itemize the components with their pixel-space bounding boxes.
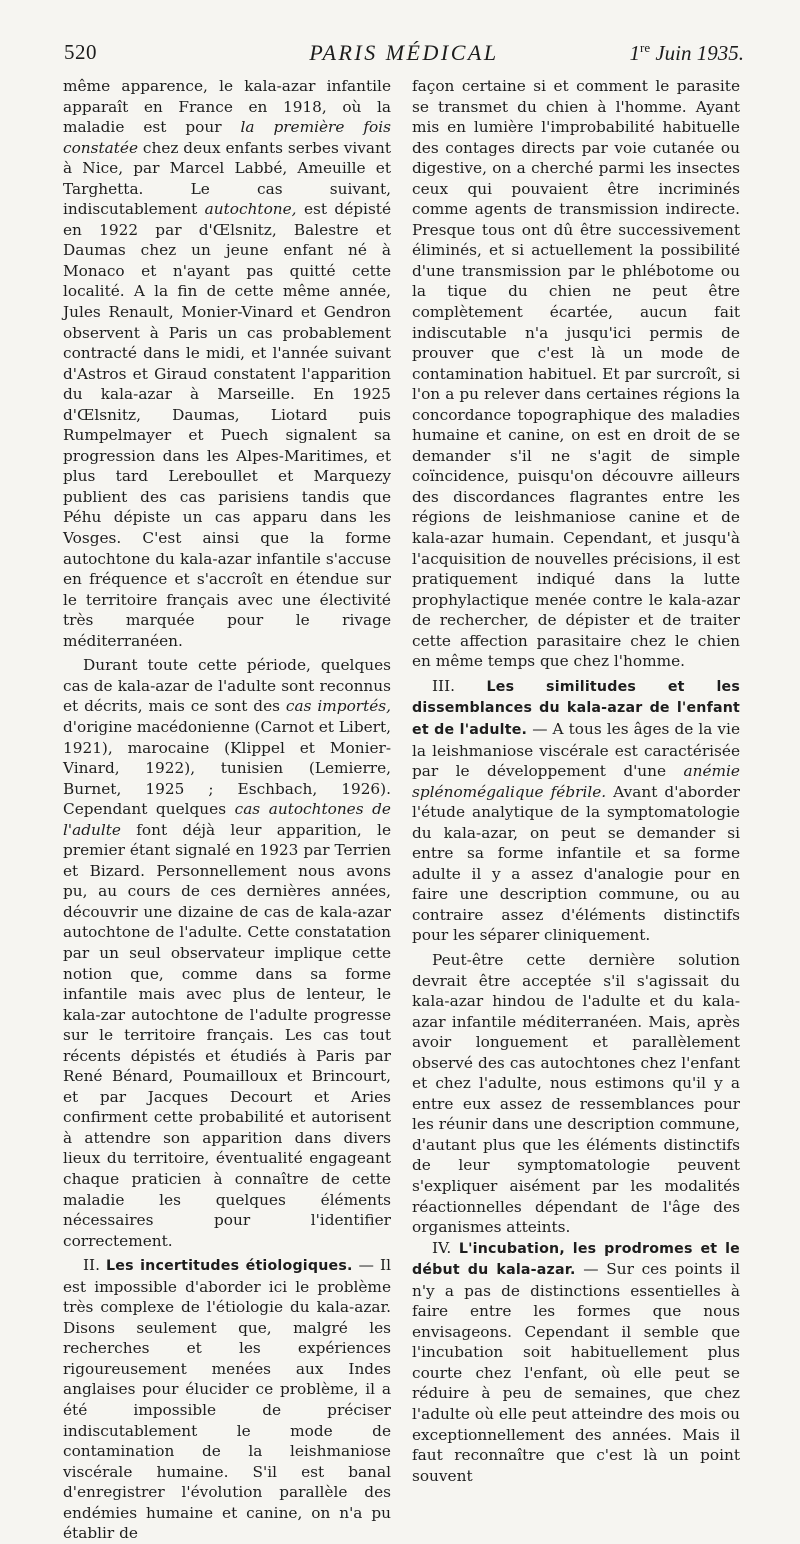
emphasis-text: autochtone, [204, 200, 297, 219]
issue-date-rest: Juin 1935. [650, 41, 744, 65]
issue-date-sup: re [639, 40, 651, 55]
paragraph-kala-azar-infantile-france [63, 76, 391, 651]
text-run: d'origine macédonienne (Carnot et Libert, 1921), marocaine (Klippel et Monier-Vinard, 1922), tunisien (Lemierre, Burnet, 1925 ; Eschbach, 1926). Cependant quelques [63, 717, 391, 819]
right-column [412, 76, 740, 1486]
issue-date-day: 1 [629, 41, 640, 65]
text-run: même apparence, le kala-azar infantile apparaît en France en 1918, où la maladie est pour [63, 77, 391, 137]
section-number: II. [83, 1256, 100, 1275]
section-number: III. [432, 676, 455, 695]
emphasis-text: anémie splénomégalique fébrile. [412, 762, 740, 801]
text-run: — Il est impossible d'aborder ici le problème très complexe de l'étiologie du kala-azar. Disons seulement que, malgré les recherches et les expériences rigoureusement menées aux Indes anglaises pour élucider ce problème, il a été impossible de préciser indiscutablement le mode de contamination de la leishmaniose viscérale humaine. S'il est banal d'enregistrer l'évolution parallèle des endémies humaine et canine, on n'a pu établir de [63, 1256, 391, 1543]
journal-title: PARIS MÉDICAL [309, 40, 499, 65]
paragraph-kala-azar-adulte [63, 655, 391, 1251]
page-number: 520 [64, 40, 97, 64]
section-iv-paragraph [412, 1238, 740, 1487]
paragraph-peut-etre: Peut-être cette dernière solution devrait être acceptée s'il s'agissait du kala-azar hindou de l'adulte et du kala-azar infantile méditerranéen. Mais, après avoir longuement et parallèlement observé des cas autochtones chez l'enfant et chez l'adulte, nous estimons qu'il y a entre eux assez de ressemblances pour les réunir dans une description commune, d'autant plus que les éléments distinctifs de leur symptomatologie peuvent s'expliquer aisément par les modalités réactionnelles dépendant de l'âge des organismes atteints. [412, 950, 740, 1237]
page-header [64, 40, 744, 70]
section-iii-paragraph [412, 676, 740, 946]
text-run: Avant d'aborder l'étude analytique de la symptomatologie du kala-azar, on peut se demander si entre sa forme infantile et sa forme adulte il y a assez d'analogie pour en faire une description commune, ou au contraire assez d'éléments distinctifs pour les séparer cliniquement. [412, 782, 740, 945]
section-ii-paragraph [63, 1255, 391, 1544]
section-heading: Les incertitudes étiologiques. [106, 1258, 353, 1275]
emphasis-text: cas autochtones de l'adulte [63, 800, 391, 839]
text-run: font déjà leur apparition, le premier étant signalé en 1923 par Terrien et Bizard. Personnellement nous avons pu, au cours de ces dernières années, découvrir une dizaine de cas de kala-azar autochtone de l'adulte. Cette constatation par un seul observateur implique cette notion que, comme dans sa forme infantile mais avec plus de lenteur, le kala-zar autochtone de l'adulte progresse sur le territoire français. Les cas tout récents dépistés et étudiés à Paris par René Bénard, Poumailloux et Brincourt, et par Jacques Decourt et Aries confirment cette probabilité et autorisent à attendre son apparition dans divers lieux du territoire, éventualité engageant chaque praticien à connaître de cette maladie les quelques éléments nécessaires pour l'identifier correctement. [63, 820, 391, 1250]
section-heading: L'incubation, les prodromes et le début du kala-azar. [412, 1240, 740, 1279]
emphasis-text: cas importés, [285, 697, 391, 716]
text-run: est dépisté en 1922 par d'Œlsnitz, Balestre et Daumas chez un jeune enfant né à Monaco et n'ayant pas quitté cette localité. A la fin de cette même année, Jules Renault, Monier-Vinard et Gendron observent à Paris un cas probablement contracté dans le midi, et l'année suivant d'Astros et Giraud constatent l'apparition du kala-azar à Marseille. En 1925 d'Œlsnitz, Daumas, Liotard puis Rumpelmayer et Puech signalent sa progression dans les Alpes-Maritimes, et plus tard Lereboullet et Marquezy publient des cas parisiens tandis que Péhu dépiste un cas apparu dans les Vosges. C'est ainsi que la forme autochtone du kala-azar infantile s'accuse en fréquence et s'accroît en étendue sur le territoire français avec une électivité très marquée pour le rivage méditerranéen. [63, 200, 391, 650]
text-run: chez deux enfants serbes vivant à Nice, par Marcel Labbé, Ameuille et Targhetta. Le cas suivant, indiscutablement [63, 138, 391, 219]
section-number: IV. [432, 1238, 452, 1257]
emphasis-text: la première fois constatée [63, 118, 391, 157]
text-run: Durant toute cette période, quelques cas de kala-azar de l'adulte sont reconnus et décrits, mais ce sont des [63, 656, 391, 716]
paragraph-transmission: façon certaine si et comment le parasite se transmet du chien à l'homme. Ayant mis en lumière l'improbabilité habituelle des contages directs par voie cutanée ou digestive, on a cherché parmi les insectes ceux qui pouvaient être incriminés comme agents de transmission indirecte. Presque tous ont dû être successivement éliminés, et si actuellement la possibilité d'une transmission par le phlébotome ou la tique du chien ne peut être complètement écartée, aucun fait indiscutable n'a jusqu'ici permis de prouver que c'est là un mode de contamination habituel. Et par surcroît, si l'on a pu relever dans certaines régions la concordance topographique des maladies humaine et canine, on est en droit de se demander s'il ne s'agit de simple coïncidence, puisqu'on découvre ailleurs des discordances flagrantes entre les régions de leishmaniose canine et de kala-azar humain. Cependant, et jusqu'à l'acquisition de nouvelles précisions, il est pratiquement indiqué dans la lutte prophylactique menée contre le kala-azar de rechercher, de dépister et de traiter cette affection parasitaire chez le chien en même temps que chez l'homme. [412, 77, 740, 671]
section-heading: Les similitudes et les dissemblances du kala-azar de l'enfant et de l'adulte. [412, 678, 740, 738]
issue-date [629, 40, 744, 66]
text-run: — Sur ces points il n'y a pas de distinctions essentielles à faire entre les formes que nous envisageons. Cependant il semble que l'incubation soit habituellement plus courte chez l'enfant, où elle peut se réduire à peu de semaines, que chez l'adulte où elle peut atteindre des mois ou exceptionnellement des années. Mais il faut reconnaître que c'est là un point souvent [412, 1260, 740, 1485]
text-run: — A tous les âges de la vie la leishmaniose viscérale est caractérisée par le développement d'une [412, 719, 740, 781]
left-column [63, 76, 391, 1544]
